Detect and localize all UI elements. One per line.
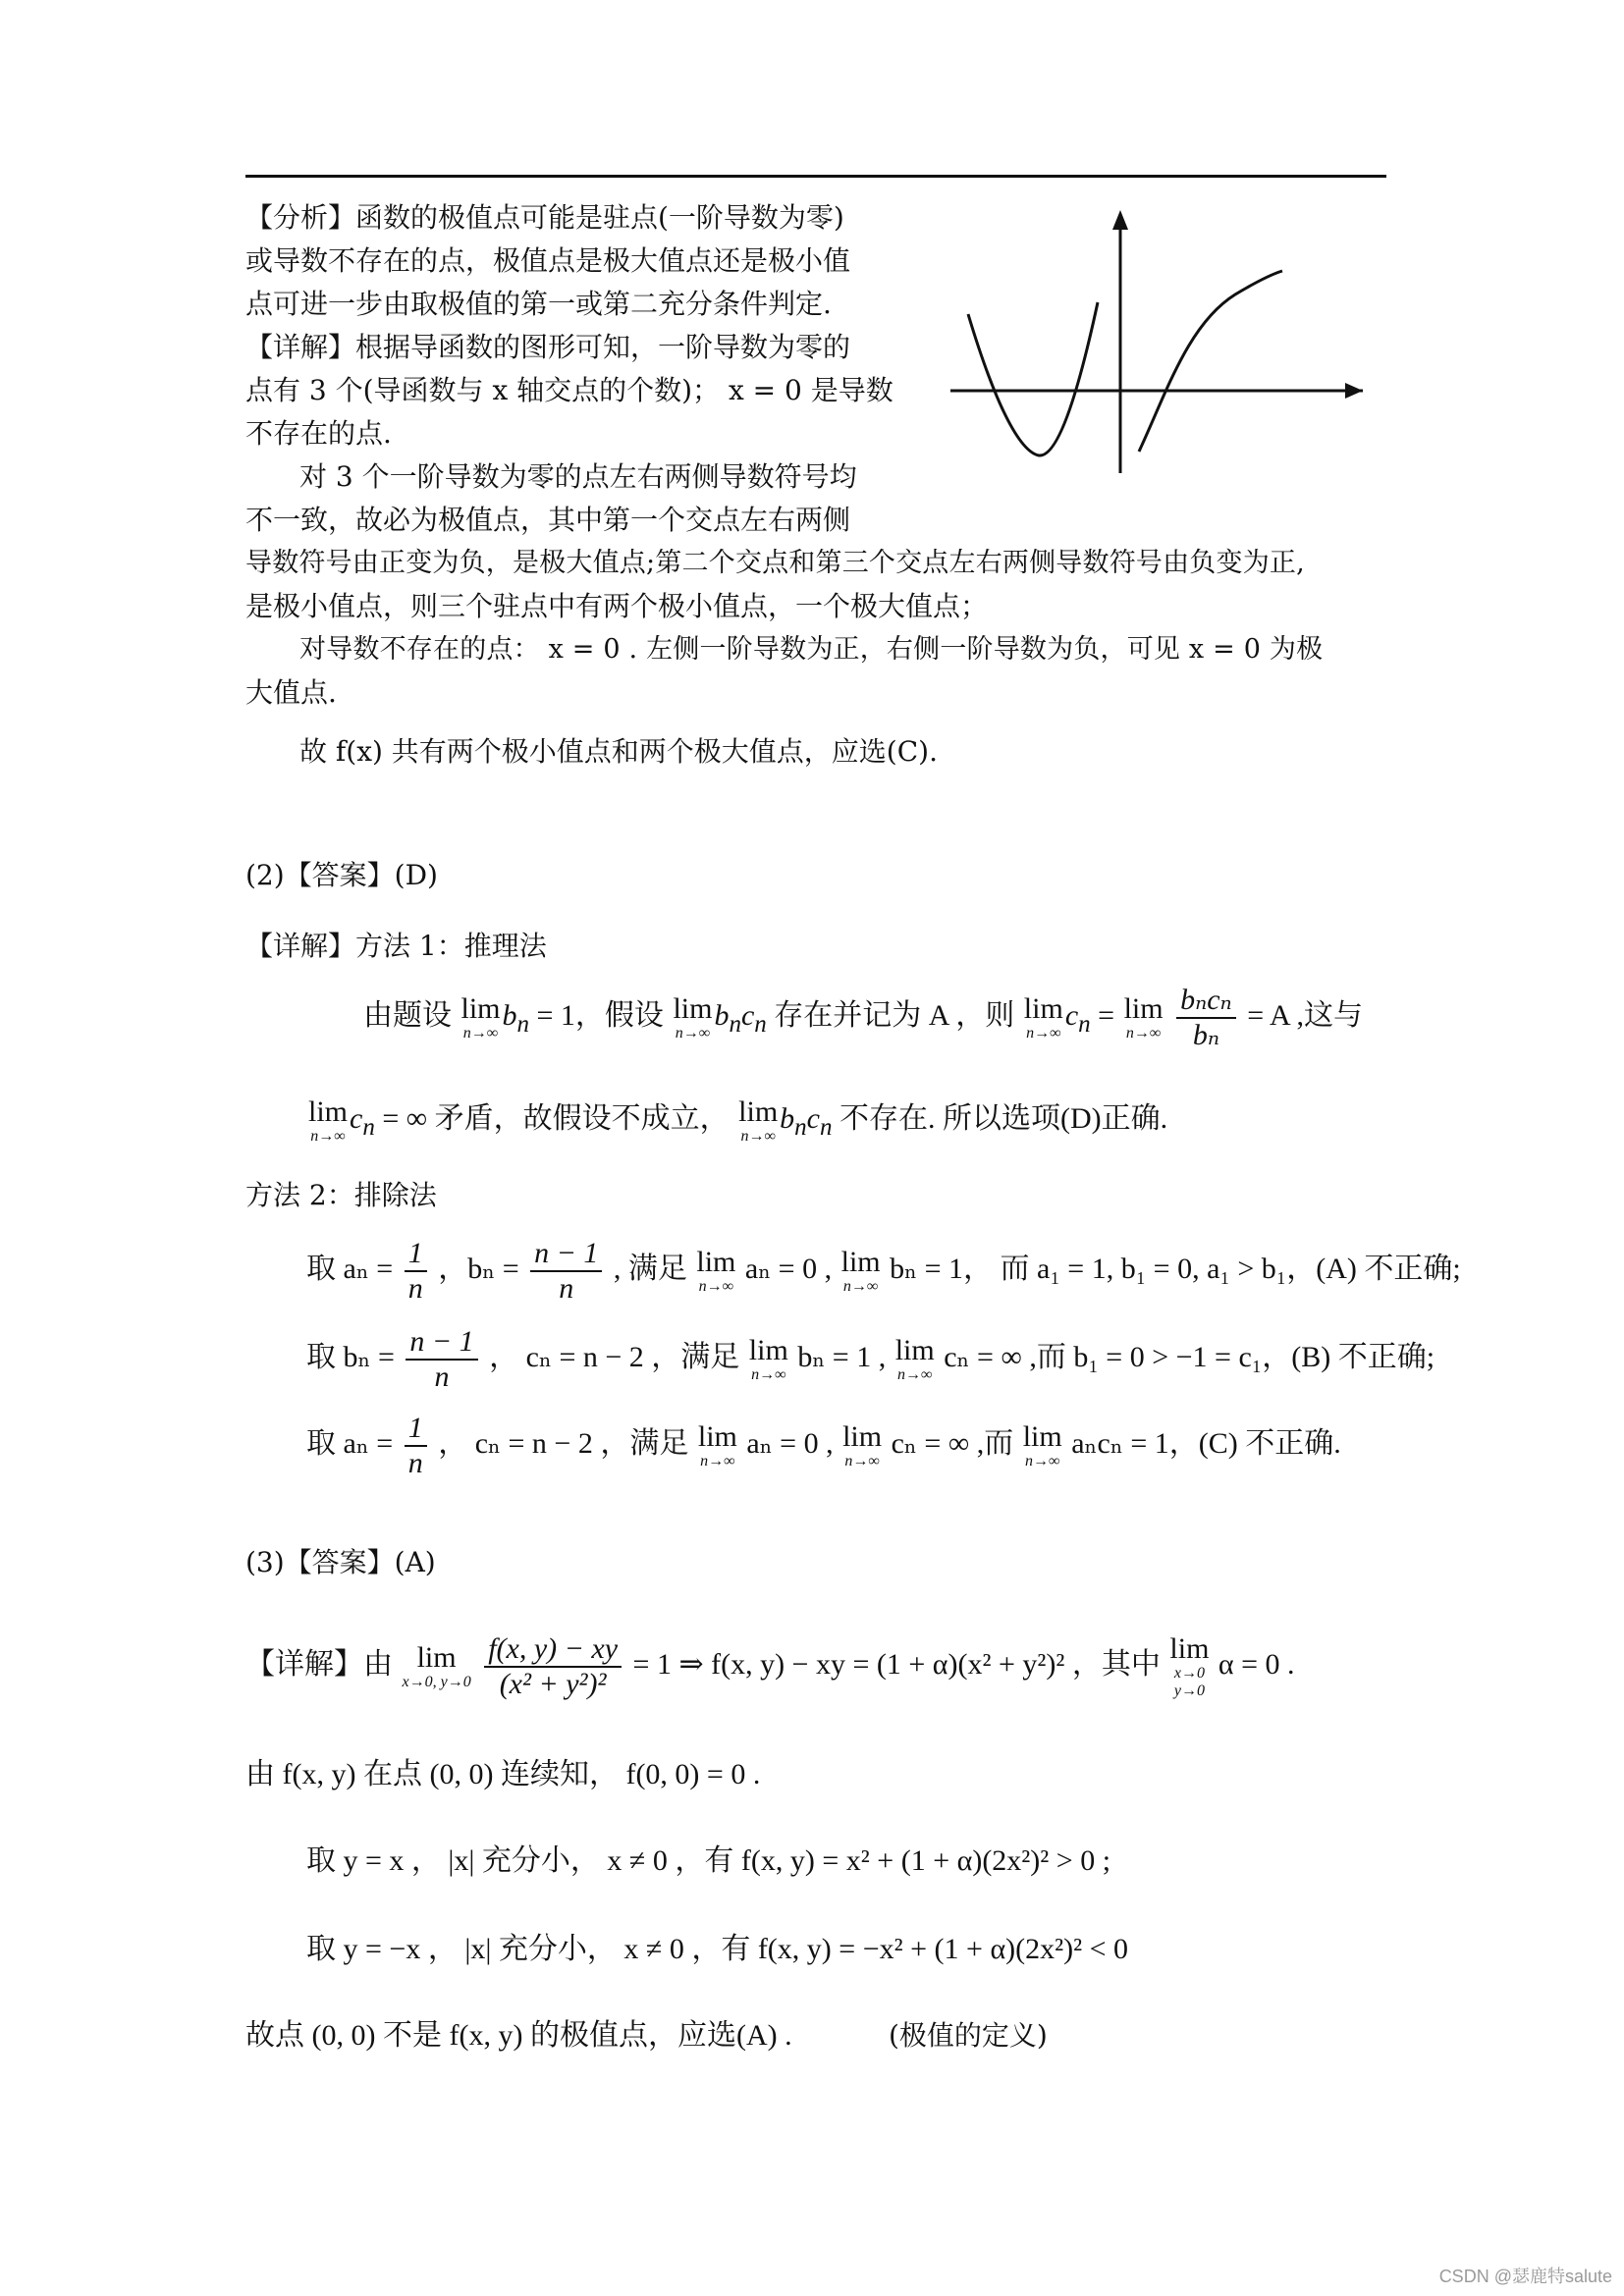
part3-answer: (3)【答案】(A) xyxy=(245,1546,436,1578)
part3-test-1: 取 y = x ， |x| 充分小， x ≠ 0 ，有 f(x, y) = x² + (1 + α)(2x²)² > 0 ; xyxy=(306,1844,1111,1877)
fraction-denominator: n xyxy=(407,1447,423,1480)
lim-text: lim xyxy=(696,1246,736,1279)
lim-text: lim xyxy=(1123,992,1164,1025)
fraction-denominator: n xyxy=(407,1272,423,1306)
text-segment: 由题设 xyxy=(363,998,452,1032)
text-segment: 取 bₙ = xyxy=(306,1341,395,1373)
fraction-denominator: (x² + y²)² xyxy=(499,1668,607,1701)
text-segment: aₙ = 0 , xyxy=(744,1253,833,1285)
counterexample-3 xyxy=(306,1410,1341,1480)
fraction-denominator: n xyxy=(434,1361,450,1394)
lim-subscript: n→∞ xyxy=(700,1453,735,1470)
part3-final: 故点 (0, 0) 不是 f(x, y) 的极值点，应选(A) . xyxy=(245,2019,792,2052)
math-var: c xyxy=(350,1102,363,1135)
lim-subscript: n→∞ xyxy=(310,1128,346,1146)
part3-detail-formula xyxy=(245,1626,1295,1704)
lim-text: lim xyxy=(673,992,713,1025)
lim-text: lim xyxy=(416,1641,457,1675)
fraction xyxy=(530,1237,602,1306)
detail-conclusion: 故 f(x) 共有两个极小值点和两个极大值点，应选(C). xyxy=(299,735,938,768)
text-segment: aₙ = 0 , xyxy=(746,1427,834,1460)
detail-line-7: 是极小值点，则三个驻点中有两个极小值点，一个极大值点； xyxy=(245,590,989,622)
part2-method1-formula: 由题设 lim n→∞ $b_n = 1$，假设 lim n→∞ $b_nc_n$ 存在并记为 A ，则 lim n→∞ $c_n$ = lim n→∞ $\frac{\text{bₙcₙ}}{\text{bₙ}}$ = A ,这与 xyxy=(363,984,1363,1051)
x-axis-arrow xyxy=(1345,383,1363,399)
limit-operator xyxy=(1124,994,1164,1041)
fraction xyxy=(406,1325,477,1394)
text-segment: bₙ = 1， 而 a₁ = 1, b₁ = 0, a₁ > b₁，(A) 不正确; xyxy=(890,1253,1461,1285)
text-segment: bₙ = 1 , xyxy=(797,1341,887,1373)
math-var: c xyxy=(806,1102,820,1135)
analysis-line-2: 或导数不存在的点，极值点是极大值点还是极小值 xyxy=(245,244,851,277)
part2-method1-heading: 【详解】方法 1：推理法 xyxy=(245,930,547,962)
limit-operator xyxy=(673,994,712,1041)
lim-text: lim xyxy=(1169,1632,1210,1666)
math-var: c xyxy=(1064,998,1079,1032)
part3-note: (极值的定义) xyxy=(889,2019,1048,2052)
curve-right-branch xyxy=(1139,271,1282,452)
text-segment: α = 0 . xyxy=(1218,1648,1295,1681)
lim-subscript: n→∞ xyxy=(1026,1025,1061,1041)
lim-subscript: x→0, y→0 xyxy=(402,1674,471,1691)
limit-operator xyxy=(842,1422,882,1469)
text-segment: = A ,这与 xyxy=(1247,998,1363,1032)
fraction-denominator: bₙ xyxy=(1192,1019,1219,1051)
math-var: b xyxy=(780,1102,795,1135)
part2-method2-heading: 方法 2：排除法 xyxy=(245,1179,437,1211)
detail-line-4: 对 3 个一阶导数为零的点左右两侧导数符号均 xyxy=(299,460,857,493)
lim-subscript: y→0 xyxy=(1173,1682,1205,1700)
text-segment: ，bₙ = xyxy=(438,1253,519,1285)
text-segment: cₙ = ∞ ,而 b₁ = 0 > −1 = c₁，(B) 不正确; xyxy=(944,1341,1435,1373)
part3-continuity: 由 f(x, y) 在点 (0, 0) 连续知， f(0, 0) = 0 . xyxy=(245,1758,761,1790)
limit-operator xyxy=(308,1097,348,1145)
text-segment: = 1，假设 xyxy=(536,998,664,1032)
limit-operator xyxy=(738,1097,778,1145)
text-segment: = ∞ 矛盾，故假设不成立， xyxy=(382,1102,730,1135)
detail-line-1: 【详解】根据导函数的图形可知，一阶导数为零的 xyxy=(245,331,851,363)
lim-text: lim xyxy=(697,1420,737,1454)
fraction xyxy=(484,1632,622,1701)
text-segment: 存在并记为 A ，则 xyxy=(774,998,1015,1032)
text-segment: aₙcₙ = 1，(C) 不正确. xyxy=(1071,1427,1341,1460)
limit-operator xyxy=(698,1422,737,1469)
part2-method1-continuation: lim n→∞ $c_n$ = ∞ 矛盾，故假设不成立， lim n→∞ $b_nc_n$ 不存在. 所以选项(D)正确. xyxy=(308,1095,1168,1146)
counterexample-1 xyxy=(306,1235,1461,1306)
lim-text: lim xyxy=(748,1334,788,1367)
text-segment: 取 aₙ = xyxy=(306,1427,394,1460)
fraction-numerator: bₙcₙ xyxy=(1176,984,1236,1019)
text-segment: , 满足 xyxy=(613,1253,687,1285)
detail-line-8: 对导数不存在的点： x = 0 . 左侧一阶导数为正，右侧一阶导数为负，可见 x = 0 为极 xyxy=(299,634,1324,665)
csdn-watermark: CSDN @瑟鹿特salute xyxy=(1438,2267,1612,2286)
fraction xyxy=(405,1412,427,1480)
text-segment: cₙ = ∞ ,而 xyxy=(891,1427,1014,1460)
lim-subscript: n→∞ xyxy=(897,1366,933,1384)
limit-operator xyxy=(403,1643,471,1690)
lim-subscript: n→∞ xyxy=(740,1128,776,1146)
detail-line-5: 不一致，故必为极值点，其中第一个交点左右两侧 xyxy=(245,504,851,536)
counterexample-2 xyxy=(306,1323,1435,1394)
lim-subscript: n→∞ xyxy=(462,1025,499,1041)
lim-text: lim xyxy=(1022,1420,1062,1454)
text-segment: = 1 ⇒ f(x, y) − xy = (1 + α)(x² + y²)² ，其中 xyxy=(632,1648,1161,1681)
y-axis-arrow xyxy=(1112,210,1128,230)
lim-text: lim xyxy=(460,992,501,1025)
lim-subscript: n→∞ xyxy=(751,1366,786,1384)
limit-operator xyxy=(841,1248,881,1295)
lim-text: lim xyxy=(1023,992,1063,1025)
detail-line-2: 点有 3 个(导函数与 x 轴交点的个数)； x = 0 是导数 xyxy=(245,374,893,406)
text-segment: = xyxy=(1098,998,1115,1032)
part3-test-2: 取 y = −x ， |x| 充分小， x ≠ 0 ，有 f(x, y) = −x² + (1 + α)(2x²)² < 0 xyxy=(306,1933,1129,1965)
lim-text: lim xyxy=(738,1095,779,1129)
lim-text: lim xyxy=(894,1334,935,1367)
lim-subscript: n→∞ xyxy=(675,1025,711,1041)
math-var: b xyxy=(502,998,517,1032)
fraction-numerator: n − 1 xyxy=(530,1237,602,1272)
math-var: b xyxy=(714,998,730,1032)
analysis-line-1: 【分析】函数的极值点可能是驻点(一阶导数为零) xyxy=(245,201,844,234)
fraction-numerator: 1 xyxy=(405,1237,427,1272)
limit-operator xyxy=(749,1336,788,1383)
limit-operator xyxy=(895,1336,935,1383)
limit-operator xyxy=(461,994,501,1041)
text-segment: 不存在. 所以选项(D)正确. xyxy=(839,1102,1168,1135)
lim-subscript: n→∞ xyxy=(1025,1453,1060,1470)
text-segment: ， cₙ = n − 2 ，满足 xyxy=(438,1427,689,1460)
fraction xyxy=(1176,984,1236,1052)
header-rule xyxy=(245,175,1386,178)
lim-text: lim xyxy=(308,1095,349,1129)
limit-operator xyxy=(1023,1422,1062,1469)
detail-line-3: 不存在的点. xyxy=(245,417,392,450)
text-segment: 取 aₙ = xyxy=(306,1253,394,1285)
part2-answer: (2)【答案】(D) xyxy=(245,859,438,891)
fraction-denominator: n xyxy=(559,1272,574,1306)
lim-subscript: x→0 xyxy=(1173,1665,1205,1682)
lim-subscript: n→∞ xyxy=(698,1278,734,1296)
lim-subscript: n→∞ xyxy=(844,1453,880,1470)
fraction-numerator: 1 xyxy=(405,1412,427,1447)
limit-operator xyxy=(1169,1634,1209,1699)
fraction-numerator: n − 1 xyxy=(406,1325,477,1361)
analysis-line-3: 点可进一步由取极值的第一或第二充分条件判定. xyxy=(245,288,832,320)
fraction-numerator: f(x, y) − xy xyxy=(484,1632,622,1668)
curve-left-branch xyxy=(968,302,1098,455)
text-segment: 【详解】由 xyxy=(245,1648,393,1681)
lim-text: lim xyxy=(840,1246,881,1279)
limit-operator xyxy=(696,1248,735,1295)
fraction xyxy=(405,1237,427,1306)
math-var: c xyxy=(740,998,755,1032)
derivative-graph xyxy=(941,206,1373,481)
lim-text: lim xyxy=(842,1420,883,1454)
limit-operator xyxy=(1024,994,1063,1041)
detail-line-6: 导数符号由正变为负，是极大值点;第二个交点和第三个交点左右两侧导数符号由负变为正, xyxy=(245,548,1305,578)
detail-line-9: 大值点. xyxy=(245,676,337,709)
lim-subscript: n→∞ xyxy=(842,1278,879,1296)
text-segment: ， cₙ = n − 2 ，满足 xyxy=(489,1341,740,1373)
lim-subscript: n→∞ xyxy=(1125,1025,1162,1041)
